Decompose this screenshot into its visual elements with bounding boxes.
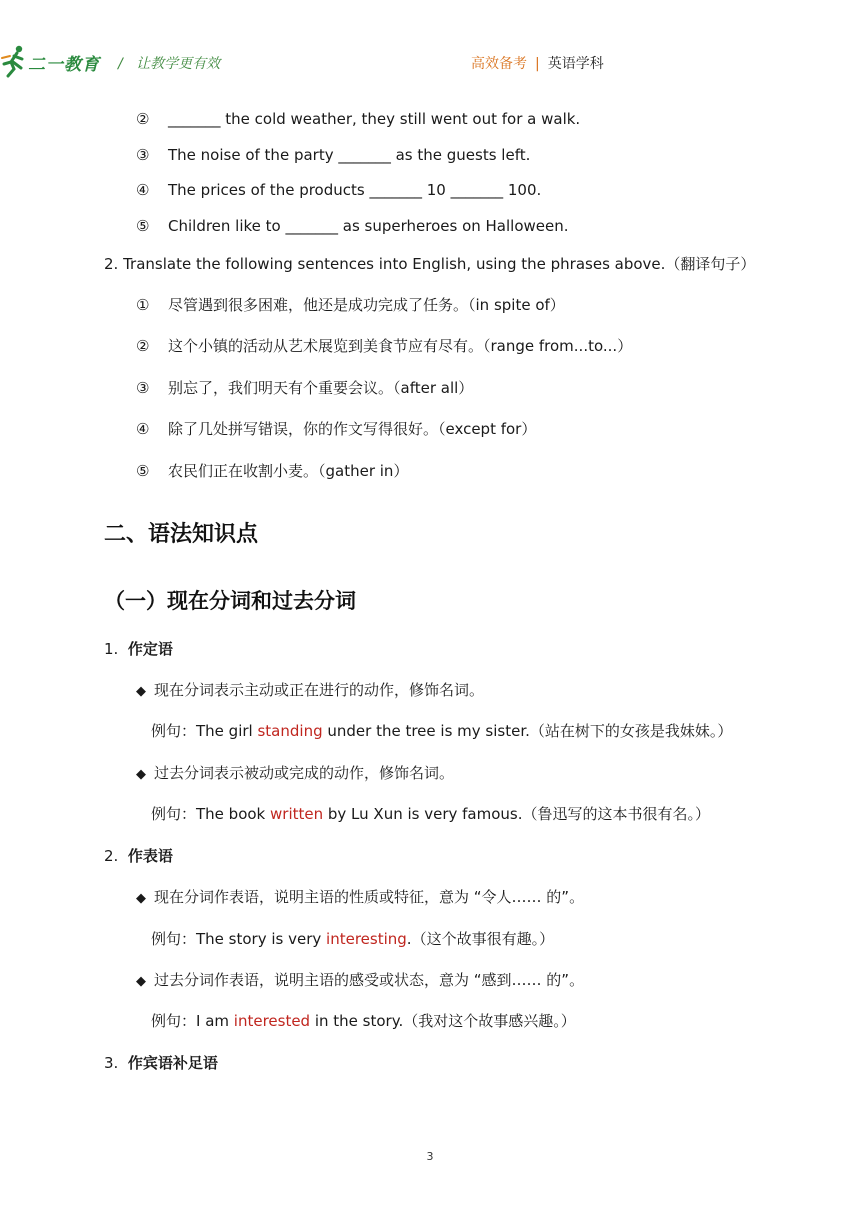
diamond-bullet-icon: ◆: [136, 767, 146, 782]
example-sentence: [151, 803, 710, 824]
header-subject-label: 英语学科: [547, 56, 604, 72]
item-number: ③: [136, 379, 150, 397]
slogan-text: 让教学更有效: [136, 56, 221, 72]
exercise1-item: [136, 181, 541, 199]
point-description: 现在分词作表语，说明主语的性质或特征，意为 “令人…… 的”。: [154, 888, 585, 906]
example-before: The girl: [196, 722, 258, 740]
grammar-number: 3.: [104, 1054, 119, 1072]
diamond-bullet-icon: ◆: [136, 891, 146, 906]
diamond-bullet-icon: ◆: [136, 684, 146, 699]
item-text: _______ the cold weather, they still went out for a walk.: [168, 110, 581, 128]
example-after: in the story.（我对这个故事感兴趣。）: [310, 1012, 576, 1030]
section-title: 二、语法知识点: [104, 522, 259, 547]
example-sentence: [151, 1010, 576, 1031]
grammar-heading-text: 作定语: [127, 640, 173, 658]
item-text: 这个小镇的活动从艺术展览到美食节应有尽有。（range from...to...）: [168, 337, 633, 355]
page-number: 3: [426, 1150, 434, 1163]
grammar-heading: [104, 845, 173, 866]
example-highlight: interested: [233, 1012, 311, 1030]
exercise2-item: [136, 294, 565, 315]
grammar-heading: [104, 638, 173, 659]
example-label: 例句：: [151, 805, 197, 823]
grammar-point: [136, 969, 584, 990]
example-before: The story is very: [196, 930, 327, 948]
exercise2-item: [136, 418, 536, 439]
subsection-title: （一）现在分词和过去分词: [104, 589, 356, 613]
example-label: 例句：: [151, 930, 197, 948]
exercise2-item: [136, 460, 408, 481]
example-after: by Lu Xun is very famous.（鲁迅写的这本书很有名。）: [323, 805, 711, 823]
header-right: [471, 53, 604, 73]
point-description: 过去分词表示被动或完成的动作，修饰名词。: [154, 764, 455, 782]
item-text: 农民们正在收割小麦。（gather in）: [168, 462, 409, 480]
example-label: 例句：: [151, 722, 197, 740]
item-number: ④: [136, 420, 150, 438]
item-number: ①: [136, 296, 150, 314]
exercise2-item: [136, 377, 473, 398]
item-number: ②: [136, 337, 150, 355]
grammar-heading-text: 作宾语补足语: [127, 1054, 218, 1072]
grammar-point: [136, 679, 484, 700]
item-number: ⑤: [136, 462, 150, 480]
example-sentence: [151, 720, 732, 741]
grammar-number: 2.: [104, 847, 119, 865]
slogan-slash: /: [118, 56, 123, 72]
example-after: under the tree is my sister.（站在树下的女孩是我妹妹。）: [322, 722, 733, 740]
item-number: ③: [136, 146, 150, 164]
exercise1-item: [136, 217, 569, 235]
item-text: Children like to _______ as superheroes on Halloween.: [168, 217, 569, 235]
item-number: ④: [136, 181, 150, 199]
example-before: I am: [196, 1012, 234, 1030]
header-separator: |: [535, 56, 540, 72]
exercise2-title: 2. Translate the following sentences into English, using the phrases above.（翻译句子）: [104, 255, 756, 273]
point-description: 过去分词作表语，说明主语的感受或状态，意为 “感到…… 的”。: [154, 971, 585, 989]
item-text: 尽管遇到很多困难，他还是成功完成了任务。（in spite of）: [168, 296, 565, 314]
exercise1-item: [136, 110, 580, 128]
item-text: The prices of the products _______ 10 _______ 100.: [168, 181, 542, 199]
grammar-heading-text: 作表语: [127, 847, 173, 865]
example-highlight: standing: [257, 722, 323, 740]
grammar-heading: [104, 1052, 218, 1073]
item-text: 除了几处拼写错误，你的作文写得很好。（except for）: [168, 420, 537, 438]
item-number: ②: [136, 110, 150, 128]
grammar-point: [136, 886, 584, 907]
example-sentence: [151, 928, 554, 949]
example-highlight: interesting: [326, 930, 407, 948]
point-description: 现在分词表示主动或正在进行的动作，修饰名词。: [154, 681, 485, 699]
logo-text: 二一教育: [28, 55, 100, 75]
example-after: .（这个故事很有趣。）: [406, 930, 555, 948]
exercise2-item: [136, 335, 632, 356]
example-highlight: written: [270, 805, 324, 823]
item-text: 别忘了，我们明天有个重要会议。（after all）: [168, 379, 474, 397]
grammar-number: 1.: [104, 640, 119, 658]
slogan: [118, 53, 220, 73]
item-text: The noise of the party _______ as the guests left.: [168, 146, 531, 164]
diamond-bullet-icon: ◆: [136, 974, 146, 989]
header-exam-label: 高效备考: [471, 56, 527, 72]
grammar-point: [136, 762, 454, 783]
example-before: The book: [196, 805, 271, 823]
item-number: ⑤: [136, 217, 150, 235]
runner-logo-icon: [0, 44, 30, 78]
exercise1-item: [136, 146, 530, 164]
example-label: 例句：: [151, 1012, 197, 1030]
